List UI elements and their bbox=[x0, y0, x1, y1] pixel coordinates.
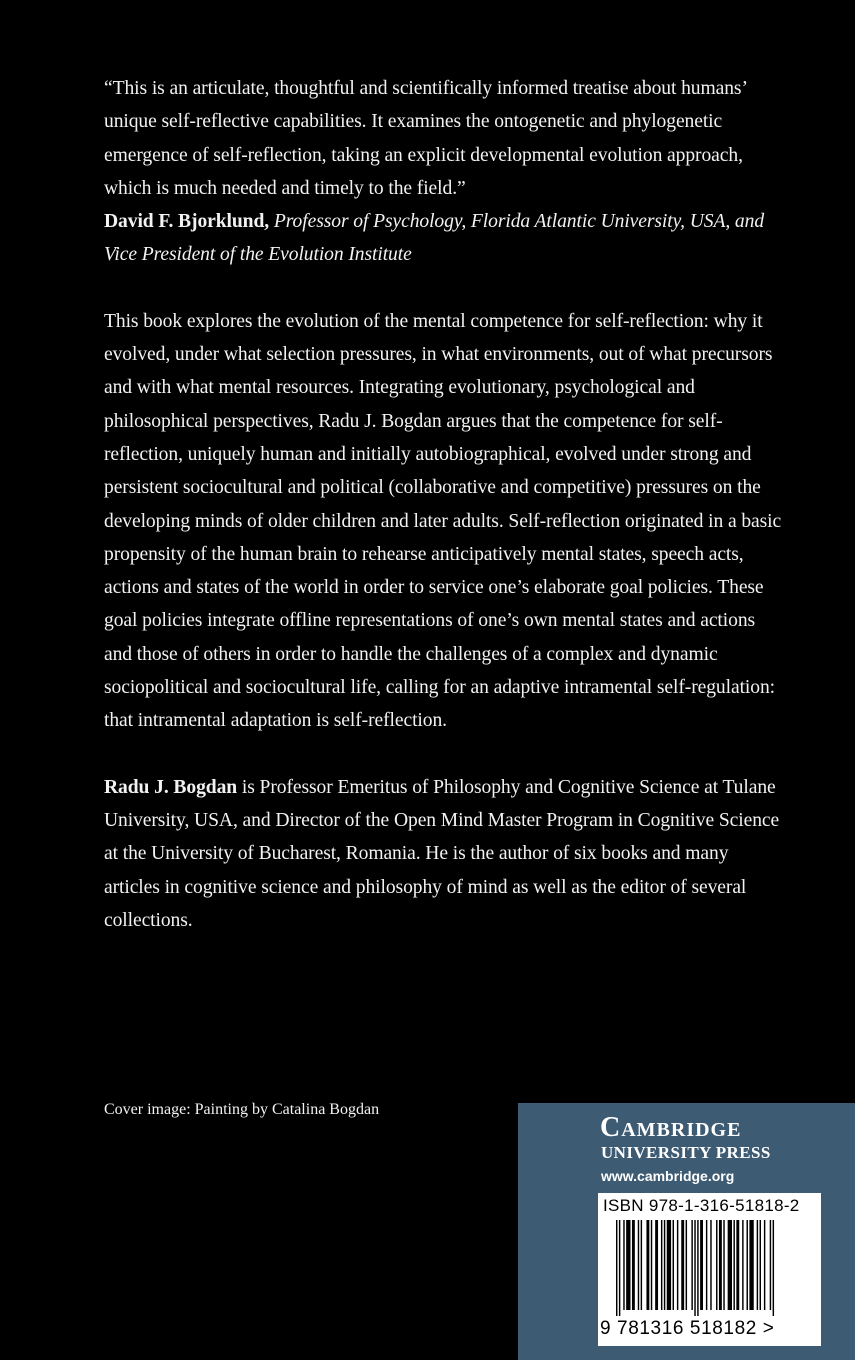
isbn-barcode bbox=[598, 1193, 821, 1346]
isbn-label: ISBN 978-1-316-51818-2 bbox=[603, 1196, 800, 1215]
barcode-digits: 9 781316 518182 > bbox=[600, 1318, 775, 1339]
author-bio bbox=[104, 771, 784, 937]
publisher-name: Cambridge bbox=[600, 1112, 742, 1143]
author-bio-text: is Professor Emeritus of Philosophy and Cognitive Science at Tulane University, USA, and Director of the Open Mind Master Program in Cognitive Science at the University of Bucharest, Romania. He is the author of six books and many articles in cognitive science and philosophy of mind as well as the editor of several collections. bbox=[104, 776, 780, 931]
endorsement-author: David F. Bjorklund, bbox=[104, 211, 270, 233]
endorsement-attribution bbox=[104, 205, 784, 272]
book-description: This book explores the evolution of the mental competence for self-reflection: why it evolved, under what selection pressures, in what environments, out of what precursors and with what mental resources. Integrating evolutionary, psychological and philosophical perspectives, Radu J. Bogdan argues that the competence for self-reflection, uniquely human and initially autobiographical, evolved under strong and persistent sociocultural and political (collaborative and competitive) pressures on the developing minds of older children and later adults. Self-reflection originated in a basic propensity of the human brain to rehearse anticipatively mental states, speech acts, actions and states of the world in order to service one’s elaborate goal policies. These goal policies integrate offline representations of one’s own mental states and actions and those of others in order to handle the challenges of a complex and dynamic sociopolitical and sociocultural life, calling for an adaptive intramental self-regulation: that intramental adaptation is self-reflection. bbox=[104, 310, 782, 732]
publisher-url: www.cambridge.org bbox=[601, 1168, 735, 1184]
publisher-press: UNIVERSITY PRESS bbox=[601, 1143, 771, 1162]
barcode-icon bbox=[602, 1220, 817, 1316]
back-cover-text bbox=[104, 72, 784, 937]
publisher-block bbox=[518, 1103, 855, 1360]
endorsement-affiliation: Professor of Psychology, Florida Atlantic University, USA, and Vice President of the Evolution Institute bbox=[104, 211, 765, 266]
author-bio-name: Radu J. Bogdan bbox=[104, 776, 238, 798]
endorsement-quote: “This is an articulate, thoughtful and scientifically informed treatise about humans’ unique self-reflective capabilities. It examines the ontogenetic and phylogenetic emergence of self-reflection, taking an explicit developmental evolution approach, which is much needed and timely to the field.” bbox=[104, 78, 747, 199]
cover-image-credit: Cover image: Painting by Catalina Bogdan bbox=[104, 1101, 380, 1118]
